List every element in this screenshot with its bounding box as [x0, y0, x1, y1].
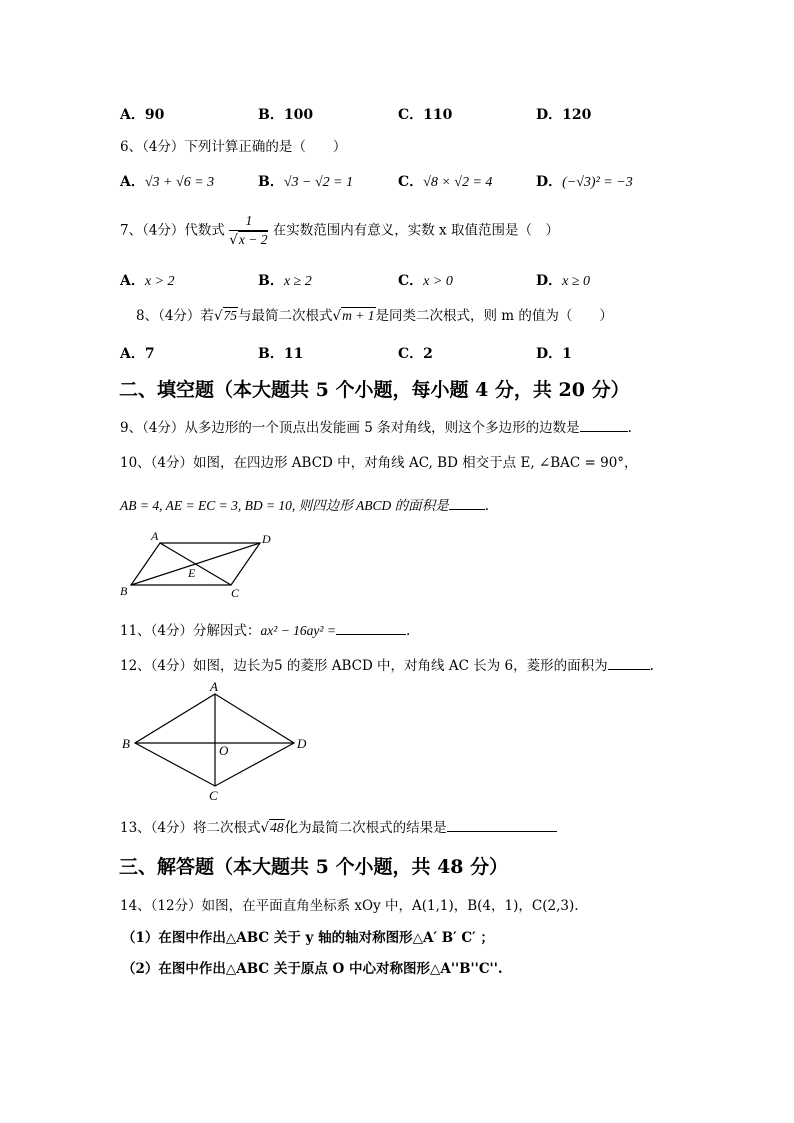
- q5-option-c: C．110: [398, 107, 453, 123]
- q13-radicand: 48: [270, 820, 284, 835]
- q8-part3: 是同类二次根式，则 m 的值为（ ）: [375, 308, 613, 324]
- q7-option-a: [120, 270, 175, 290]
- q6-option-d-math: (−√3)² = −3: [562, 175, 633, 190]
- q8-part1: 8、（4分）若: [136, 308, 214, 324]
- section-3-heading: 三、解答题（本大题共 5 个小题，共 48 分）: [119, 856, 509, 878]
- q13-line: [120, 816, 557, 836]
- q12-line: 12、（4分）如图，边长为5 的菱形 ABCD 中，对角线 AC 长为 6，菱形的面积为 .: [120, 658, 654, 674]
- q12-label-o: O: [219, 743, 229, 758]
- q6-option-c-label: C．: [398, 174, 424, 190]
- q11-math: ax² − 16ay² =: [260, 623, 336, 638]
- q12-label-c: C: [209, 788, 218, 803]
- q11-text: 11、（4分）分解因式：: [120, 623, 261, 639]
- q13-rad: √48: [260, 820, 284, 836]
- q10-label-b: B: [120, 584, 128, 598]
- q6-option-a-label: A．: [120, 174, 145, 190]
- q10-line1: 10、（4分）如图，在四边形 ABCD 中，对角线 AC, BD 相交于点 E, ∠BAC = 90°，: [120, 455, 638, 471]
- q13-answer-blank[interactable]: [447, 819, 557, 832]
- q6-option-d: [536, 171, 633, 191]
- q7-option-b-math: x ≥ 2: [283, 274, 312, 289]
- q10-answer-blank[interactable]: [449, 497, 485, 510]
- q13-part2: 化为最简二次根式的结果是: [284, 820, 447, 836]
- q10-line2: AB = 4, AE = EC = 3, BD = 10, 则四边形 ABCD 的面积是 .: [120, 498, 489, 514]
- q8-part2: 与最简二次根式: [238, 308, 333, 324]
- q13-part1: 13、（4分）将二次根式: [120, 820, 261, 836]
- q12-figure: [118, 678, 318, 804]
- q7-line: [120, 212, 559, 249]
- q6-option-c: [398, 171, 492, 191]
- q14-part2: （2）在图中作出△ABC 关于原点 O 中心对称图形△A''B''C''.: [122, 961, 503, 977]
- q7-option-a-label: A．: [120, 273, 145, 289]
- q10-line2-text: AB = 4, AE = EC = 3, BD = 10, 则四边形 ABCD 的面积是: [120, 498, 449, 513]
- q10-label-a: A: [151, 529, 159, 543]
- section-2-heading: 二、填空题（本大题共 5 个小题，每小题 4 分，共 20 分）: [119, 379, 630, 401]
- q10-label-d: D: [262, 532, 271, 546]
- q8-option-a: A．7: [120, 346, 155, 362]
- q11-answer-blank[interactable]: [336, 622, 406, 635]
- q6-option-b: [258, 171, 353, 191]
- q10-label-e: E: [188, 566, 196, 580]
- q8-option-b: B．11: [258, 346, 304, 362]
- q7-frac-den-radicand: x − 2: [238, 232, 268, 247]
- q9-answer-blank[interactable]: [580, 419, 628, 432]
- q12-label-b: B: [122, 736, 130, 751]
- q8-rad2: √m + 1: [332, 308, 375, 324]
- q7-frac-den: √x − 2: [229, 232, 268, 248]
- q7-option-c-label: C．: [398, 273, 424, 289]
- q12-label-d: D: [297, 736, 307, 751]
- q6-stem: 6、（4分）下列计算正确的是（ ）: [120, 139, 347, 155]
- q8-option-d: D．1: [536, 346, 572, 362]
- q5-option-a: A．90: [120, 107, 165, 123]
- q9-text: 9、（4分）从多边形的一个顶点出发能画 5 条对角线，则这个多边形的边数是: [120, 420, 580, 436]
- q5-option-d: D．120: [536, 107, 592, 123]
- q6-option-d-label: D．: [536, 174, 563, 190]
- q7-prefix: 7、（4分）代数式: [120, 222, 225, 239]
- q10-label-c: C: [231, 586, 240, 600]
- q12-text: 12、（4分）如图，边长为5 的菱形 ABCD 中，对角线 AC 长为 6，菱形的面积为: [120, 658, 608, 674]
- q11-line: 11、（4分）分解因式：ax² − 16ay² = .: [120, 623, 411, 639]
- q14-part1: （1）在图中作出△ABC 关于 y 轴的轴对称图形△A′ B′ C′ ；: [122, 930, 494, 946]
- q7-option-d: [536, 270, 590, 290]
- q7-suffix: 在实数范围内有意义，实数 x 取值范围是（ ）: [272, 222, 559, 239]
- q6-option-b-math: √3 − √2 = 1: [283, 175, 354, 190]
- q8-rad2-radicand: m + 1: [342, 308, 375, 323]
- q12-answer-blank[interactable]: [608, 657, 650, 670]
- q7-option-d-math: x ≥ 0: [562, 274, 591, 289]
- q8-rad1: √75: [213, 308, 238, 324]
- q7-option-b-label: B．: [258, 273, 284, 289]
- q14-stem: 14、（12分）如图，在平面直角坐标系 xOy 中，A(1,1)，B(4，1)，C(2,3).: [120, 898, 579, 914]
- q12-label-a: A: [210, 679, 218, 694]
- q7-option-b: [258, 270, 312, 290]
- q10-figure: [115, 528, 280, 600]
- q5-option-b: B．100: [258, 107, 314, 123]
- q7-frac-num: 1: [245, 213, 253, 228]
- q8-rad1-radicand: 75: [223, 308, 238, 323]
- q7-option-c: [398, 270, 453, 290]
- q7-option-a-math: x > 2: [144, 274, 175, 289]
- q7-fraction: [229, 212, 268, 249]
- q8-option-c: C．2: [398, 346, 433, 362]
- q9-line: 9、（4分）从多边形的一个顶点出发能画 5 条对角线，则这个多边形的边数是 .: [120, 420, 632, 436]
- q8-line: [136, 304, 613, 324]
- q10-diagonal-bd: [131, 543, 260, 585]
- q7-option-d-label: D．: [536, 273, 563, 289]
- q6-option-c-math: √8 × √2 = 4: [423, 175, 493, 190]
- q7-option-c-math: x > 0: [423, 274, 453, 289]
- q6-option-a-math: √3 + √6 = 3: [144, 175, 215, 190]
- q6-option-b-label: B．: [258, 174, 284, 190]
- q6-option-a: [120, 171, 214, 191]
